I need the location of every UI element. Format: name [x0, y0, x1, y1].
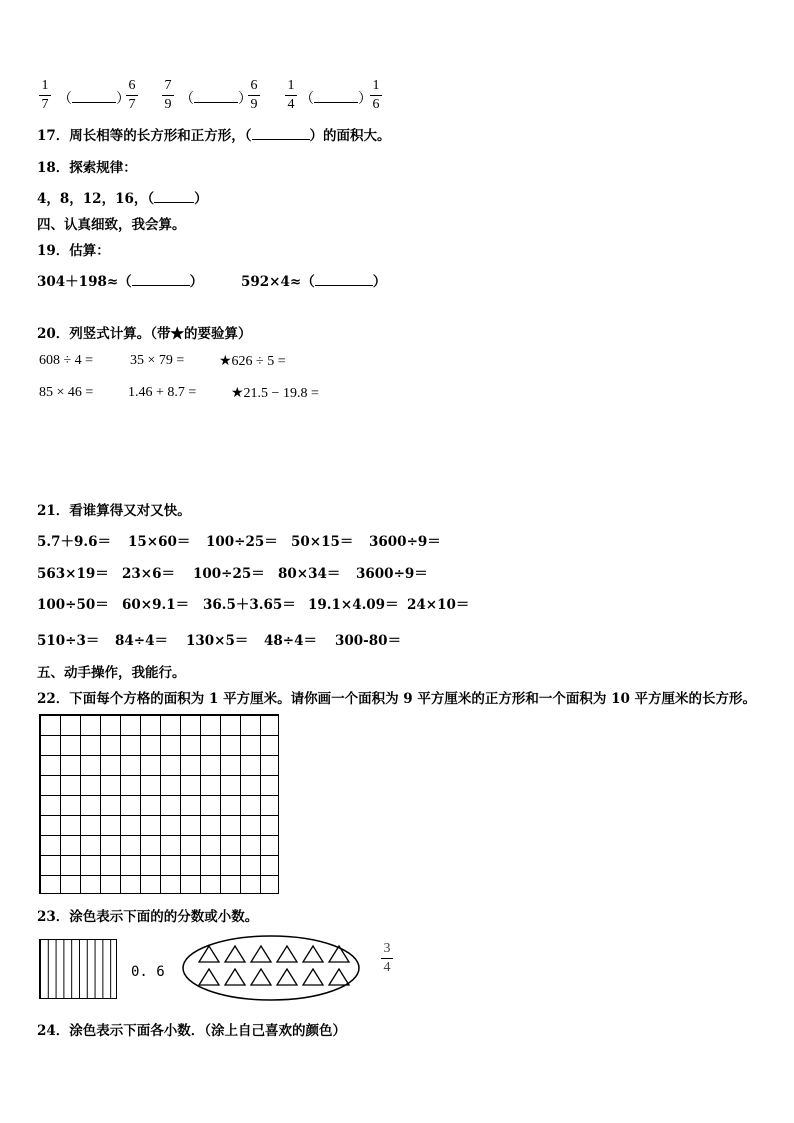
- mental-calc: 50×15＝: [291, 534, 354, 550]
- square-grid[interactable]: [39, 714, 279, 894]
- mental-calc: 19.1×4.09＝: [308, 597, 399, 613]
- question-17: 17．周长相等的长方形和正方形，（ ）的面积大。: [37, 128, 391, 144]
- fraction-3-4: 3 4: [379, 941, 395, 976]
- mental-calc: 100÷50＝: [37, 597, 109, 613]
- triangle-icon[interactable]: [225, 969, 245, 985]
- vertical-calc: 608 ÷ 4 =: [39, 353, 94, 368]
- fraction-1-4: 1 4: [283, 78, 299, 113]
- answer-blank-1[interactable]: （ ）: [58, 92, 130, 107]
- triangle-icon[interactable]: [303, 946, 323, 962]
- mental-calc: 84÷4＝: [115, 633, 168, 649]
- triangle-icon[interactable]: [251, 969, 271, 985]
- mental-calc: 36.5＋3.65＝: [203, 597, 296, 613]
- estimate-2: 592×4≈（ ）: [241, 274, 387, 290]
- vertical-calc: ★626 ÷ 5 =: [219, 354, 286, 369]
- answer-blank-3[interactable]: （ ）: [300, 92, 372, 107]
- section-4-heading: 四、认真细致，我会算。: [37, 217, 186, 233]
- question-22-title: 22．下面每个方格的面积为 1 平方厘米。请你画一个面积为 9 平方厘米的正方形和一个面积为 10 平方厘米的长方形。: [37, 691, 757, 707]
- mental-calc: 80×34＝: [278, 566, 341, 582]
- question-18-title: 18．探索规律：: [37, 160, 137, 176]
- question-21-title: 21．看谁算得又对又快。: [37, 503, 191, 519]
- triangle-icon[interactable]: [329, 969, 349, 985]
- question-18-sequence: 4，8，12，16，（ ）: [37, 191, 208, 207]
- answer-blank-q19-2[interactable]: [315, 273, 373, 286]
- mental-calc: 15×60＝: [128, 534, 191, 550]
- mental-calc: 48÷4＝: [264, 633, 317, 649]
- estimate-1: 304＋198≈（ ）: [37, 274, 204, 290]
- answer-blank-q18[interactable]: [154, 190, 194, 203]
- mental-calc: 5.7＋9.6＝: [37, 534, 111, 550]
- triangle-icon[interactable]: [303, 969, 323, 985]
- fraction-1-6: 1 6: [368, 78, 384, 113]
- mental-calc: 100÷25＝: [193, 566, 265, 582]
- vertical-calc: 35 × 79 =: [130, 353, 185, 368]
- triangle-icon[interactable]: [251, 946, 271, 962]
- answer-blank-2[interactable]: （ ）: [180, 92, 252, 107]
- triangle-icon[interactable]: [199, 969, 219, 985]
- fraction-6-9: 6 9: [246, 78, 262, 113]
- question-24-title: 24．涂色表示下面各小数．（涂上自己喜欢的颜色）: [37, 1023, 347, 1039]
- mental-calc: 563×19＝: [37, 566, 109, 582]
- vertical-calc: ★21.5 − 19.8 =: [231, 386, 319, 401]
- answer-blank-q19-1[interactable]: [132, 273, 190, 286]
- triangle-icon[interactable]: [277, 969, 297, 985]
- mental-calc: 3600÷9＝: [356, 566, 428, 582]
- mental-calc: 130×5＝: [186, 633, 249, 649]
- fraction-1-7: 1 7: [37, 78, 53, 113]
- triangle-icon[interactable]: [225, 946, 245, 962]
- mental-calc: 60×9.1＝: [122, 597, 190, 613]
- question-23-title: 23．涂色表示下面的的分数或小数。: [37, 909, 259, 925]
- section-5-heading: 五、动手操作，我能行。: [37, 665, 186, 681]
- question-20-title: 20．列竖式计算。（带★的要验算）: [37, 326, 252, 342]
- decimal-label: 0. 6: [131, 964, 165, 980]
- answer-blank-q17[interactable]: [252, 127, 310, 140]
- mental-calc: 24×10＝: [407, 597, 470, 613]
- mental-calc: 3600÷9＝: [369, 534, 441, 550]
- mental-calc: 300-80＝: [335, 633, 402, 649]
- mental-calc: 100÷25＝: [206, 534, 278, 550]
- mental-calc: 510÷3＝: [37, 633, 100, 649]
- triangle-icon[interactable]: [277, 946, 297, 962]
- triangle-oval[interactable]: [182, 935, 360, 1001]
- mental-calc: 23×6＝: [122, 566, 175, 582]
- fraction-7-9: 7 9: [160, 78, 176, 113]
- fraction-6-7: 6 7: [124, 78, 140, 113]
- question-19-title: 19．估算：: [37, 243, 110, 259]
- vertical-calc: 85 × 46 =: [39, 385, 94, 400]
- vertical-calc: 1.46 + 8.7 =: [128, 385, 197, 400]
- striped-rectangle[interactable]: [39, 939, 117, 999]
